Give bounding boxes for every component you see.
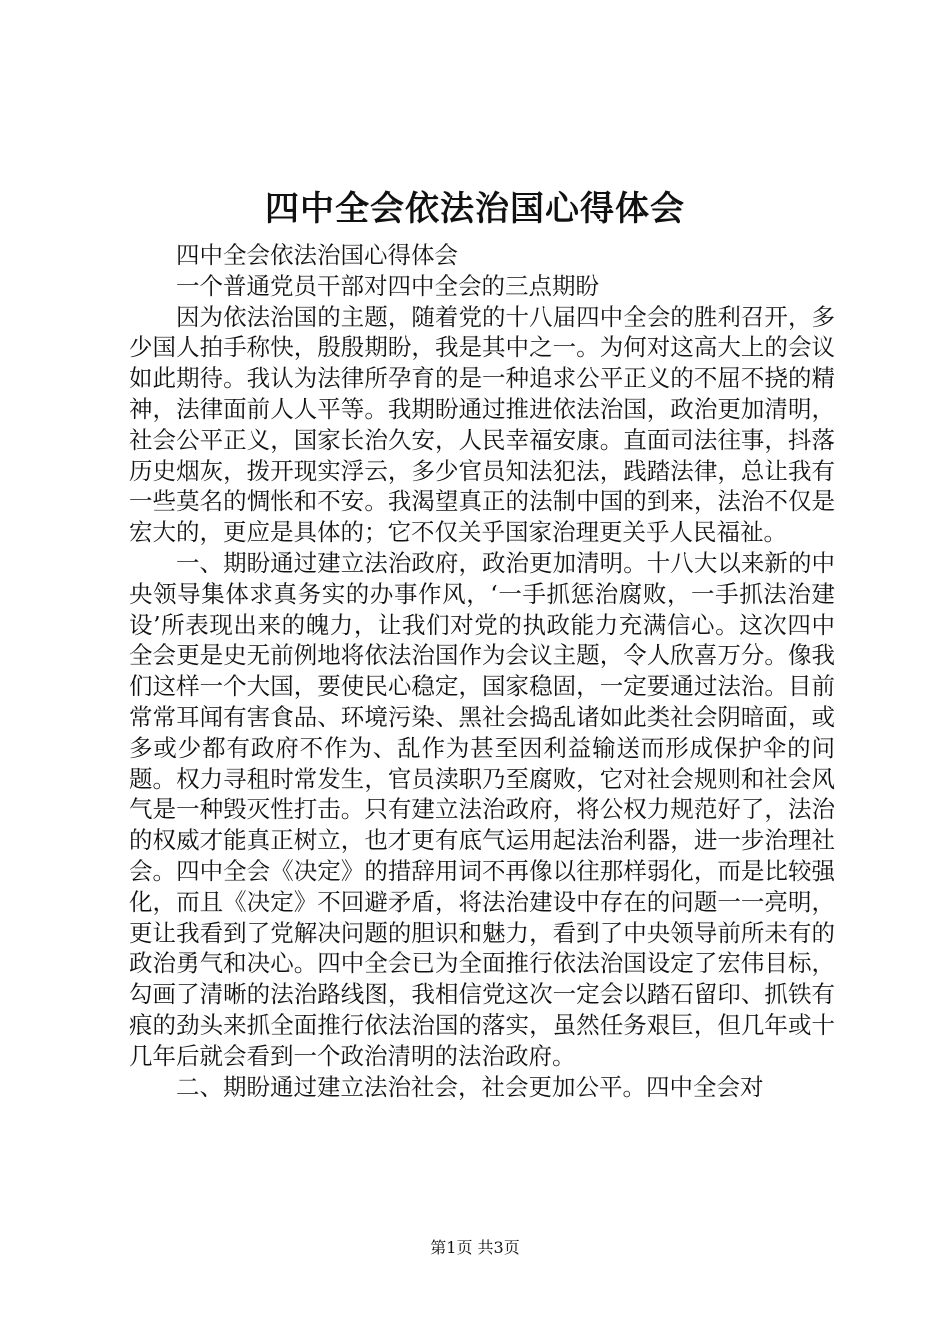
document-title: 四中全会依法治国心得体会 — [265, 189, 685, 229]
page-number-footer: 第1页 共3页 — [430, 1238, 520, 1257]
body-paragraph: 一、期盼通过建立法治政府，政治更加清明。十八大以来新的中央领导集体求真务实的办事作风，‘一手抓惩治腐败，一手抓法治建设’所表现出来的魄力，让我们对党的执政能力充满信心。这次四中全会更是史无前例地将依法治国作为会议主题，令人欣喜万分。像我们这样一个大国，要使民心稳定，国家稳固，一定要通过法治。目前常常耳闻有害食品、环境污染、黑社会捣乱诸如此类社会阴暗面，或多或少都有政府不作为、乱作为甚至因利益输送而形成保护伞的问题。权力寻租时常发生，官员渎职乃至腐败，它对社会规则和社会风气是一种毁灭性打击。只有建立法治政府，将公权力规范好了，法治的权威才能真正树立，也才更有底气运用起法治利器，进一步治理社会。四中全会《决定》的措辞用词不再像以往那样弱化，而是比较强化，而且《决定》不回避矛盾，将法治建设中存在的问题一一亮明，更让我看到了党解决问题的胆识和魅力，看到了中央领导前所未有的政治勇气和决心。四中全会已为全面推行依法治国设定了宏伟目标，勾画了清晰的法治路线图，我相信党这次一定会以踏石留印、抓铁有痕的劲头来抓全面推行依法治国的落实，虽然任务艰巨，但几年或十几年后就会看到一个政治清明的法治政府。 — [129, 548, 835, 1070]
subtitle-paragraph: 四中全会依法治国心得体会 — [176, 241, 458, 269]
document-body — [129, 240, 835, 1102]
heading-paragraph: 一个普通党员干部对四中全会的三点期盼 — [176, 271, 599, 300]
body-paragraph: 因为依法治国的主题，随着党的十八届四中全会的胜利召开，多少国人拍手称快，殷殷期盼，我是其中之一。为何对这高大上的会议如此期待。我认为法律所孕育的是一种追求公平正义的不屈不挠的精神，法律面前人人平等。我期盼通过推进依法治国，政治更加清明，社会公平正义，国家长治久安，人民幸福安康。直面司法往事，抖落历史烟灰，拨开现实浮云，多少官员知法犯法，践踏法律，总让我有一些莫名的惆怅和不安。我渴望真正的法制中国的到来，法治不仅是宏大的，更应是具体的；它不仅关乎国家治理更关乎人民福祉。 — [129, 302, 835, 547]
body-paragraph: 二、期盼通过建立法治社会，社会更加公平。四中全会对 — [176, 1072, 764, 1101]
